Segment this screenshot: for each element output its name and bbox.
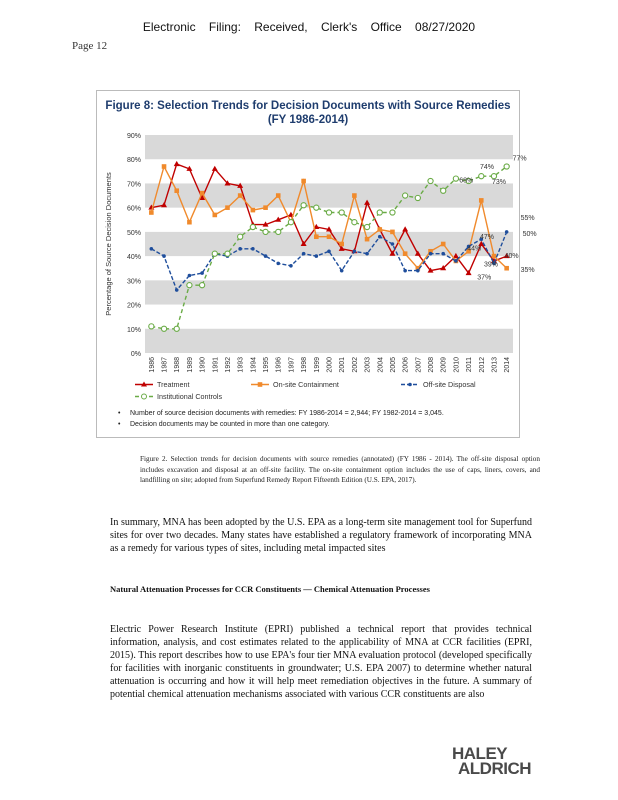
data-point bbox=[339, 242, 344, 247]
data-point bbox=[238, 247, 242, 251]
y-axis-label: Percentage of Source Decision Documents bbox=[104, 172, 113, 316]
data-point bbox=[403, 251, 408, 256]
data-point bbox=[263, 229, 268, 234]
data-point bbox=[150, 247, 154, 251]
data-point bbox=[289, 264, 293, 268]
page-number: Page 12 bbox=[72, 40, 108, 52]
data-point bbox=[225, 251, 230, 256]
data-point bbox=[492, 254, 497, 259]
data-point bbox=[402, 226, 408, 231]
data-point bbox=[174, 326, 179, 331]
legend-label: On-site Containment bbox=[273, 380, 339, 389]
figure-note: • Decision documents may be counted in more than one category. bbox=[116, 419, 506, 430]
data-point bbox=[339, 210, 344, 215]
data-point bbox=[340, 269, 344, 273]
data-point bbox=[377, 227, 382, 232]
y-tick-label: 70% bbox=[126, 181, 141, 189]
legend-label: Treatment bbox=[157, 380, 190, 389]
summary-paragraph: In summary, MNA has been adopted by the U.S. EPA as a long-term site management tool for Superfund sites for over two decades. Many states have established a regulatory framework of incorporating MNA as a remedy for various types of sites, including metal impacted sites bbox=[110, 517, 532, 554]
data-point bbox=[251, 208, 256, 213]
data-point bbox=[276, 193, 281, 198]
legend-label: Institutional Controls bbox=[157, 392, 223, 401]
x-tick-label: 1986 bbox=[148, 357, 156, 373]
x-tick-label: 2005 bbox=[389, 357, 397, 373]
data-point bbox=[174, 188, 179, 193]
data-point bbox=[390, 210, 395, 215]
data-point bbox=[378, 235, 382, 239]
data-point bbox=[188, 274, 192, 278]
data-point bbox=[238, 234, 243, 239]
data-point bbox=[162, 254, 166, 258]
data-point bbox=[301, 203, 306, 208]
data-point bbox=[352, 220, 357, 225]
data-point bbox=[364, 224, 369, 229]
legend-marker bbox=[408, 383, 412, 387]
data-point bbox=[454, 259, 458, 263]
y-tick-label: 90% bbox=[126, 133, 141, 140]
data-point bbox=[149, 210, 154, 215]
data-annotation: 50% bbox=[522, 230, 537, 238]
y-tick-label: 50% bbox=[126, 229, 141, 237]
data-point bbox=[479, 198, 484, 203]
x-tick-label: 1991 bbox=[212, 357, 220, 373]
figure-caption: Figure 2. Selection trends for decision documents with source remedies (annotated) (FY 1986 - 2014). The off-site disposal option includes excavation and disposal at an off-site facility. The on-site containment option includes the use of caps, liners, covers, and landfilling on site; adopted from Superfund Remedy Report Fifteenth Edition (U.S. EPA, 2017). bbox=[140, 455, 540, 484]
data-point bbox=[429, 252, 433, 256]
x-tick-label: 2004 bbox=[377, 357, 385, 373]
x-tick-label: 1989 bbox=[186, 357, 194, 373]
data-point bbox=[505, 230, 509, 234]
x-tick-label: 2001 bbox=[339, 357, 347, 373]
figure-title-line2: (FY 1986-2014) bbox=[267, 114, 349, 126]
data-point bbox=[251, 247, 255, 251]
data-point bbox=[441, 252, 445, 256]
data-point bbox=[314, 234, 319, 239]
logo-line2: ALDRICH bbox=[458, 759, 531, 778]
data-point bbox=[504, 164, 509, 169]
x-tick-label: 1998 bbox=[301, 357, 309, 373]
data-point bbox=[377, 210, 382, 215]
y-tick-label: 60% bbox=[126, 205, 141, 213]
data-point bbox=[187, 220, 192, 225]
figure-notes bbox=[116, 408, 506, 430]
data-annotation: 77% bbox=[512, 155, 527, 163]
data-point bbox=[365, 252, 369, 256]
data-point bbox=[174, 161, 180, 166]
data-point bbox=[288, 220, 293, 225]
x-tick-label: 2008 bbox=[428, 357, 436, 373]
data-point bbox=[250, 224, 255, 229]
data-point bbox=[263, 205, 268, 210]
data-point bbox=[314, 205, 319, 210]
data-point bbox=[264, 254, 268, 258]
data-point bbox=[415, 195, 420, 200]
data-point bbox=[353, 249, 357, 253]
filing-header: Electronic Filing: Received, Clerk's Office 08/27/2020 bbox=[142, 20, 476, 34]
data-point bbox=[403, 269, 407, 273]
data-annotation: 68% bbox=[459, 177, 474, 185]
data-point bbox=[441, 188, 446, 193]
data-point bbox=[302, 252, 306, 256]
data-point bbox=[276, 262, 280, 266]
haley-aldrich-logo bbox=[452, 746, 531, 776]
data-point bbox=[390, 230, 395, 235]
data-point bbox=[212, 251, 217, 256]
x-tick-label: 2003 bbox=[364, 357, 372, 373]
data-point bbox=[453, 176, 458, 181]
y-tick-label: 30% bbox=[126, 278, 141, 286]
x-tick-label: 1994 bbox=[250, 357, 258, 373]
grid-band bbox=[145, 135, 513, 159]
x-tick-label: 1990 bbox=[199, 357, 207, 373]
data-point bbox=[428, 178, 433, 183]
data-point bbox=[225, 205, 230, 210]
data-point bbox=[416, 269, 420, 273]
x-tick-label: 1992 bbox=[224, 357, 232, 373]
x-tick-label: 2006 bbox=[402, 357, 410, 373]
data-annotation: 73% bbox=[491, 179, 506, 187]
data-annotation: 40% bbox=[504, 253, 519, 261]
figure-title-line1: Figure 8: Selection Trends for Decision Documents with Source Remedies bbox=[105, 100, 511, 112]
data-point bbox=[238, 193, 243, 198]
x-tick-label: 1987 bbox=[161, 357, 169, 373]
data-point bbox=[327, 234, 332, 239]
data-annotation: 35% bbox=[520, 267, 535, 275]
data-annotation: 39% bbox=[483, 261, 498, 269]
grid-band bbox=[145, 329, 513, 353]
data-point bbox=[326, 210, 331, 215]
data-point bbox=[441, 242, 446, 247]
x-tick-label: 2014 bbox=[504, 357, 512, 373]
figure-note: • Number of source decision documents with remedies: FY 1986-2014 = 2,944; FY 1982-2014 = 3,045. bbox=[116, 408, 506, 419]
y-tick-label: 20% bbox=[126, 302, 141, 310]
x-tick-label: 2013 bbox=[491, 357, 499, 373]
data-point bbox=[200, 283, 205, 288]
data-point bbox=[504, 266, 509, 271]
data-point bbox=[403, 193, 408, 198]
data-point bbox=[365, 237, 370, 242]
y-tick-label: 10% bbox=[126, 326, 141, 334]
x-tick-label: 1999 bbox=[313, 357, 321, 373]
data-point bbox=[276, 229, 281, 234]
data-point bbox=[200, 271, 204, 275]
grid-band bbox=[145, 183, 513, 207]
data-point bbox=[327, 249, 331, 253]
x-tick-label: 1995 bbox=[263, 357, 271, 373]
data-annotation: 37% bbox=[477, 274, 492, 282]
x-tick-label: 1996 bbox=[275, 357, 283, 373]
data-point bbox=[187, 283, 192, 288]
x-tick-label: 2011 bbox=[466, 357, 474, 373]
data-point bbox=[352, 193, 357, 198]
logo-line1: HALEY bbox=[452, 744, 508, 763]
data-point bbox=[315, 254, 319, 258]
data-point bbox=[479, 174, 484, 179]
x-tick-label: 2002 bbox=[351, 357, 359, 373]
data-annotation: 47% bbox=[479, 234, 494, 242]
data-point bbox=[161, 326, 166, 331]
data-point bbox=[175, 288, 179, 292]
data-point bbox=[212, 166, 218, 171]
data-annotation: 55% bbox=[520, 214, 535, 222]
data-annotation: 44% bbox=[467, 245, 482, 253]
data-point bbox=[301, 179, 306, 184]
x-tick-label: 2012 bbox=[478, 357, 486, 373]
y-tick-label: 0% bbox=[130, 351, 141, 358]
x-tick-label: 2010 bbox=[453, 357, 461, 373]
data-point bbox=[391, 242, 395, 246]
trend-chart bbox=[97, 91, 537, 437]
legend-marker bbox=[258, 382, 263, 387]
data-point bbox=[491, 174, 496, 179]
data-point bbox=[200, 191, 205, 196]
data-point bbox=[212, 213, 217, 218]
x-tick-label: 2007 bbox=[415, 357, 423, 373]
data-annotation: 74% bbox=[479, 163, 494, 171]
data-point bbox=[149, 324, 154, 329]
figure-box bbox=[96, 90, 537, 438]
legend-marker bbox=[142, 394, 147, 399]
x-tick-label: 1993 bbox=[237, 357, 245, 373]
section-heading: Natural Attenuation Processes for CCR Constituents — Chemical Attenuation Processes bbox=[110, 584, 430, 594]
y-tick-label: 80% bbox=[126, 157, 141, 165]
x-tick-label: 1988 bbox=[174, 357, 182, 373]
legend-label: Off-site Disposal bbox=[423, 380, 476, 389]
x-tick-label: 2009 bbox=[440, 357, 448, 373]
x-tick-label: 2000 bbox=[326, 357, 334, 373]
data-point bbox=[162, 164, 167, 169]
y-tick-label: 40% bbox=[126, 254, 141, 262]
epri-paragraph: Electric Power Research Institute (EPRI) published a technical report that provides technical information, analysis, and cost estimates related to the applicability of MNA at CCR facilities (EPRI, 2015). This report describes how to use EPA's four tier MNA evaluation protocol (developed specifically for facilities with inorganic constituents in groundwater; U.S. EPA 2007) to determine whether natural attenuation is occurring and how it will help meet remediation objectives in the future. A summary of potential chemical attenuation mechanisms associated with various CCR constituents are also bbox=[110, 624, 532, 700]
x-tick-label: 1997 bbox=[288, 357, 296, 373]
